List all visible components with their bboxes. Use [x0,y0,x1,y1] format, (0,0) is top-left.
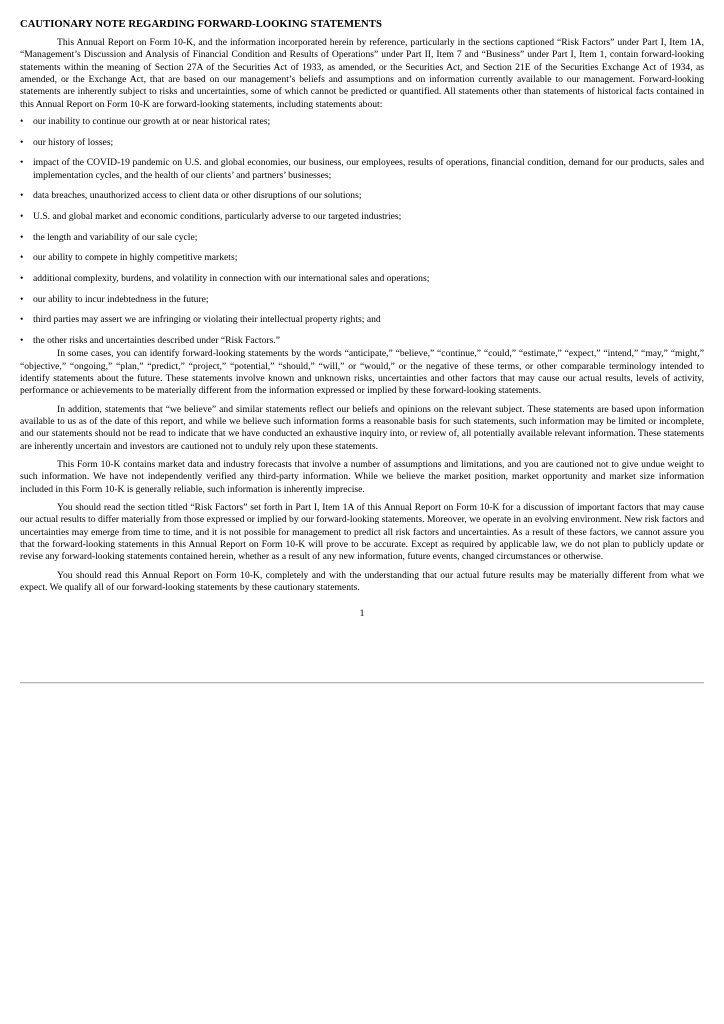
list-item [20,157,704,182]
page-footer-divider [20,682,704,683]
list-item [20,211,704,223]
list-item-text: our ability to compete in highly competitive markets; [33,252,238,264]
list-item [20,252,704,264]
bullet-icon: • [20,231,24,243]
list-item [20,232,704,244]
list-item-text: the other risks and uncertainties described under “Risk Factors.” [33,334,280,346]
bullet-icon: • [20,293,24,305]
bullet-icon: • [20,116,24,128]
list-item [20,294,704,306]
list-item-text: our ability to incur indebtedness in the future; [33,293,209,305]
list-item [20,190,704,202]
bullet-icon: • [20,210,24,222]
list-item-text: impact of the COVID-19 pandemic on U.S. and global economies, our business, our employees, results of operations, financial condition, demand for our products, sales and implementation cycles, and the health of our clients’ and partners’ businesses; [33,157,704,181]
list-item-text: the length and variability of our sale cycle; [33,231,198,243]
section-heading: CAUTIONARY NOTE REGARDING FORWARD-LOOKING STATEMENTS [20,19,382,30]
list-item-text: our history of losses; [33,136,114,148]
intro-paragraph: This Annual Report on Form 10-K, and the information incorporated herein by reference, particularly in the sections captioned “Risk Factors” under Part I, Item 1A, “Management’s Discussion and Analysis of Financial Condition and Results of Operations” under Part II, Item 7 and “Business” under Part I, Item 1, contain forward-looking statements within the meaning of Section 27A of the Securities Act of 1933, as amended, or the Securities Act, and Section 21E of the Securities Exchange Act of 1934, as amended, or the Exchange Act, that are based on our management’s beliefs and assumptions and on information currently available to our management. Forward-looking statements are inherently subject to risks and uncertainties, some of which cannot be predicted or quantified. All statements other than statements of historical facts contained in this Annual Report on Form 10-K are forward-looking statements, including statements about: [20,37,704,110]
bullet-icon: • [20,334,24,346]
bullet-icon: • [20,314,24,326]
bullet-icon: • [20,190,24,202]
list-item-text: additional complexity, burdens, and volatility in connection with our international sales and operations; [33,272,430,284]
list-item-text: data breaches, unauthorized access to client data or other disruptions of our solutions; [33,190,362,202]
document-page [20,18,704,620]
risk-factors-paragraph: You should read the section titled “Risk Factors” set forth in Part I, Item 1A of this Annual Report on Form 10-K for a discussion of important factors that may cause our actual results to differ materially from those expressed or implied by our forward-looking statements. Moreover, we operate in an evolving environment. New risk factors and uncertainties may emerge from time to time, and it is not possible for management to predict all risk factors and uncertainties. As a result of these factors, we cannot assure you that the forward-looking statements in this Annual Report on Form 10-K will prove to be accurate. Except as required by applicable law, we do not plan to publicly update or revise any forward-looking statements contained herein, whether as a result of any new information, future events, changed circumstances or otherwise. [20,501,704,563]
list-item [20,137,704,149]
forward-looking-topics-list [20,116,704,347]
bullet-icon: • [20,136,24,148]
market-data-paragraph: This Form 10-K contains market data and industry forecasts that involve a number of assumptions and limitations, and you are cautioned not to give undue weight to such information. We have not independently verified any third-party information. While we believe the market position, market opportunity and market size information included in this Form 10-K is generally reliable, such information is inherently imprecise. [20,458,704,495]
we-believe-paragraph: In addition, statements that “we believe” and similar statements reflect our beliefs and opinions on the relevant subject. These statements are based upon information available to us as of the date of this report, and while we believe such information forms a reasonable basis for such statements, such information may be limited or incomplete, and our statements should not be read to indicate that we have conducted an exhaustive inquiry into, or review of, all potentially available relevant information. These statements are inherently uncertain and investors are cautioned not to unduly rely upon these statements. [20,403,704,452]
list-item-text: third parties may assert we are infringing or violating their intellectual property rights; and [33,314,381,326]
bullet-icon: • [20,157,24,169]
bullet-icon: • [20,272,24,284]
page-number: 1 [359,608,365,620]
list-item-text: our inability to continue our growth at or near historical rates; [33,116,271,128]
list-item [20,116,704,128]
identify-statements-paragraph: In some cases, you can identify forward-looking statements by the words “anticipate,” “believe,” “continue,” “could,” “estimate,” “expect,” “intend,” “may,” “might,” “objective,” “ongoing,” “plan,” “predict,” “project,” “potential,” “should,” “will,” or “would,” or the negative of these terms, or other comparable terminology intended to identify statements about the future. These statements involve known and unknown risks, uncertainties and other factors that may cause our actual results, levels of activity, performance or achievements to be materially different from the information expressed or implied by these forward-looking statements. [20,348,704,397]
list-item-text: U.S. and global market and economic conditions, particularly adverse to our targeted industries; [33,210,402,222]
list-item [20,314,704,326]
qualification-paragraph: You should read this Annual Report on Form 10-K, completely and with the understanding that our actual future results may be materially different from what we expect. We qualify all of our forward-looking statements by these cautionary statements. [20,569,704,593]
list-item [20,273,704,285]
bullet-icon: • [20,252,24,264]
list-item [20,335,704,347]
